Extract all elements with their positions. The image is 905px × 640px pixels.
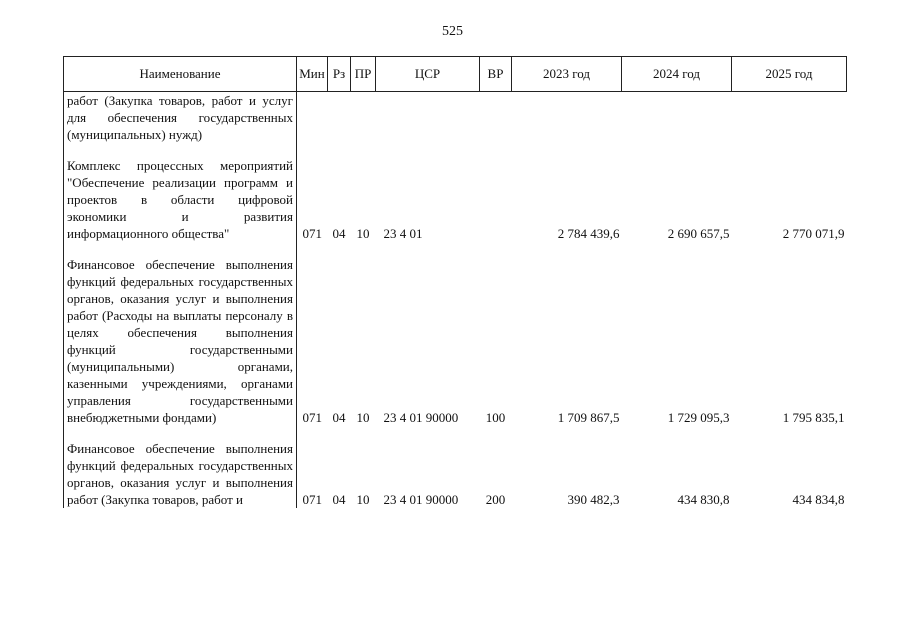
row-min: 071	[302, 226, 322, 241]
header-rz: Рз	[328, 57, 351, 92]
row-name	[64, 256, 297, 426]
table-row	[64, 256, 847, 426]
budget-table	[63, 56, 847, 508]
page-number: 525	[442, 24, 463, 39]
row-gap	[64, 242, 847, 256]
row-rz: 04	[332, 410, 346, 425]
row-csr: 23 4 01	[383, 226, 423, 241]
row-name-text: Финансовое обеспечение выполнения функций федеральных государственных органов, оказания услуг и выполнения работ (Закупка товаров, работ и	[67, 441, 293, 507]
row-csr: 23 4 01 90000	[383, 410, 459, 425]
row-2023: 1 709 867,5	[557, 410, 620, 425]
header-min: Мин	[297, 57, 328, 92]
row-gap	[64, 143, 847, 157]
header-2023: 2023 год	[512, 57, 622, 92]
header-2024: 2024 год	[622, 57, 732, 92]
row-2024: 434 830,8	[677, 492, 730, 507]
row-rz: 04	[332, 226, 346, 241]
row-pr: 10	[356, 410, 370, 425]
table-row	[64, 92, 847, 144]
header-vr: ВР	[480, 57, 512, 92]
row-2025	[732, 92, 847, 144]
row-pr	[351, 92, 376, 144]
row-vr: 100	[485, 410, 506, 425]
header-pr: ПР	[351, 57, 376, 92]
table-header-row	[64, 57, 847, 92]
row-rz	[328, 92, 351, 144]
table-row	[64, 440, 847, 508]
row-vr	[480, 92, 512, 144]
row-vr: 200	[485, 492, 506, 507]
row-2025: 434 834,8	[792, 492, 845, 507]
row-2025: 1 795 835,1	[782, 410, 845, 425]
table-row	[64, 157, 847, 242]
row-csr: 23 4 01 90000	[383, 492, 459, 507]
row-csr	[376, 92, 480, 144]
header-2025: 2025 год	[732, 57, 847, 92]
row-2023: 390 482,3	[567, 492, 620, 507]
row-pr: 10	[356, 226, 370, 241]
row-2024: 2 690 657,5	[667, 226, 730, 241]
row-2024: 1 729 095,3	[667, 410, 730, 425]
row-name-text: Комплекс процессных мероприятий "Обеспечение реализации программ и проектов в области цифровой экономики и развития информационного общества"	[67, 158, 293, 241]
row-vr	[480, 157, 512, 242]
row-name	[64, 157, 297, 242]
row-gap	[64, 426, 847, 440]
row-2023	[512, 92, 622, 144]
row-2024	[622, 92, 732, 144]
page-bottom-margin	[0, 600, 905, 640]
row-min: 071	[302, 410, 322, 425]
row-2025: 2 770 071,9	[782, 226, 845, 241]
header-name: Наименование	[64, 57, 297, 92]
row-rz: 04	[332, 492, 346, 507]
row-name	[64, 92, 297, 144]
row-min: 071	[302, 492, 322, 507]
header-csr: ЦСР	[376, 57, 480, 92]
row-name-text: работ (Закупка товаров, работ и услуг для обеспечения государственных (муниципальных) нужд)	[67, 93, 293, 142]
row-min	[297, 92, 328, 144]
row-pr: 10	[356, 492, 370, 507]
row-2023: 2 784 439,6	[557, 226, 620, 241]
row-name-text: Финансовое обеспечение выполнения функций федеральных государственных органов, оказания услуг и выполнения работ (Расходы на выплаты персоналу в целях обеспечения выполнения функций государственными (муниципальными) органами, казенными учреждениями, органами управления государственными внебюджетными фондами)	[67, 257, 293, 425]
row-name	[64, 440, 297, 508]
